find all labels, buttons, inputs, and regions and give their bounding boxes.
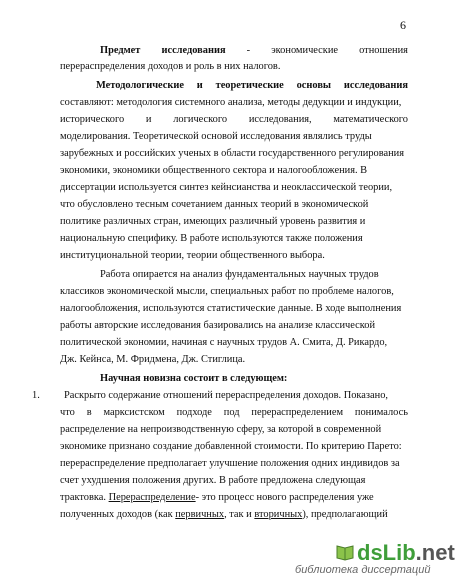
line-6: моделирования. Теоретической основой исследования являлись труды bbox=[60, 131, 372, 142]
word: что bbox=[60, 407, 75, 418]
line-21: Раскрыто содержание отношений перераспределения доходов. Показано, bbox=[64, 390, 388, 401]
word: математического bbox=[333, 114, 408, 125]
underlined-term: Перераспределение bbox=[108, 492, 196, 503]
line-17: работы авторские исследования базировались на анализе классической bbox=[60, 320, 376, 331]
word: исследования bbox=[161, 45, 226, 56]
line-24: экономике признано создание добавленной стоимости. По критерию Парето: bbox=[60, 441, 402, 452]
line-18: политической экономии, начиная с научных трудов А. Смита, Д. Рикардо, bbox=[60, 337, 388, 348]
line-11: политике различных стран, имеющих различный уровень развития и bbox=[60, 216, 366, 227]
line-3 bbox=[96, 79, 408, 92]
watermark-subtitle: библиотека диссертаций bbox=[295, 564, 431, 576]
line-5 bbox=[60, 113, 408, 126]
underlined-term: первичных bbox=[175, 509, 225, 520]
page-number: 6 bbox=[400, 18, 406, 32]
word: - bbox=[246, 45, 251, 56]
line-22 bbox=[60, 406, 408, 419]
line-25: перераспределение предполагает улучшение положения одних индивидов за bbox=[60, 458, 400, 469]
line-27 bbox=[60, 491, 374, 504]
word: и bbox=[145, 114, 152, 125]
word: отношения bbox=[359, 45, 408, 56]
word: под bbox=[223, 407, 240, 418]
line-9: диссертации используется синтез кейнсианства и неоклассической теории, bbox=[60, 182, 393, 193]
word: подходе bbox=[176, 407, 212, 418]
text: - это процесс нового распределения уже bbox=[195, 492, 374, 503]
text: полученных доходов (как bbox=[60, 509, 176, 520]
line-16: налогообложения, используются статистические данные. В ходе выполнения bbox=[60, 303, 402, 314]
section-heading: Научная новизна состоит в следующем: bbox=[100, 373, 288, 384]
line-14: Работа опирается на анализ фундаментальных научных трудов bbox=[100, 269, 379, 280]
line-23: распределение на непроизводственную сферу, за которой в современной bbox=[60, 424, 382, 435]
underlined-term: вторичных bbox=[254, 509, 303, 520]
word: экономические bbox=[271, 45, 339, 56]
list-number: 1. bbox=[32, 390, 40, 401]
watermark-logo: dsLib.net bbox=[357, 540, 455, 565]
line-15: классиков экономической мысли, специальных работ по проблеме налогов, bbox=[60, 286, 394, 297]
word: понималось bbox=[354, 407, 408, 418]
line-12: национальную специфику. В работе используются также положения bbox=[60, 233, 363, 244]
line-26: счет ухудшения положения других. В работе предложена следующая bbox=[60, 475, 366, 486]
text: ), предполагающий bbox=[302, 509, 388, 520]
line-2: перераспределения доходов и роль в них налогов. bbox=[60, 61, 281, 72]
word: теоретические bbox=[215, 80, 284, 91]
word: исследования bbox=[343, 80, 408, 91]
word: основы bbox=[296, 80, 332, 91]
line-7: зарубежных и российских ученых в области государственного регулирования bbox=[60, 148, 404, 159]
text: трактовка. bbox=[60, 492, 109, 503]
word: марксистском bbox=[103, 407, 165, 418]
line-19: Дж. Кейнса, М. Фридмена, Дж. Стиглица. bbox=[60, 354, 246, 365]
word: в bbox=[86, 407, 92, 418]
word: перераспределением bbox=[251, 407, 344, 418]
dslib-watermark bbox=[285, 540, 455, 580]
line-8: экономики, экономики общественного сектора и налогообложения. В bbox=[60, 165, 368, 176]
word: исторического bbox=[60, 114, 125, 125]
word: исследования, bbox=[248, 114, 312, 125]
line-1 bbox=[100, 44, 408, 57]
line-4: составляют: методология системного анализа, методы дедукции и индукции, bbox=[60, 97, 402, 108]
line-13: институциональной теории, теории общественного выбора. bbox=[60, 250, 325, 261]
line-28 bbox=[60, 508, 388, 521]
line-10: что обусловлено тесным сочетанием данных теорий в экономической bbox=[60, 199, 369, 210]
word: Предмет bbox=[100, 45, 141, 56]
word: и bbox=[196, 80, 203, 91]
word: Методологические bbox=[96, 80, 184, 91]
text: , так и bbox=[224, 509, 255, 520]
word: логического bbox=[173, 114, 228, 125]
book-icon bbox=[335, 542, 355, 562]
